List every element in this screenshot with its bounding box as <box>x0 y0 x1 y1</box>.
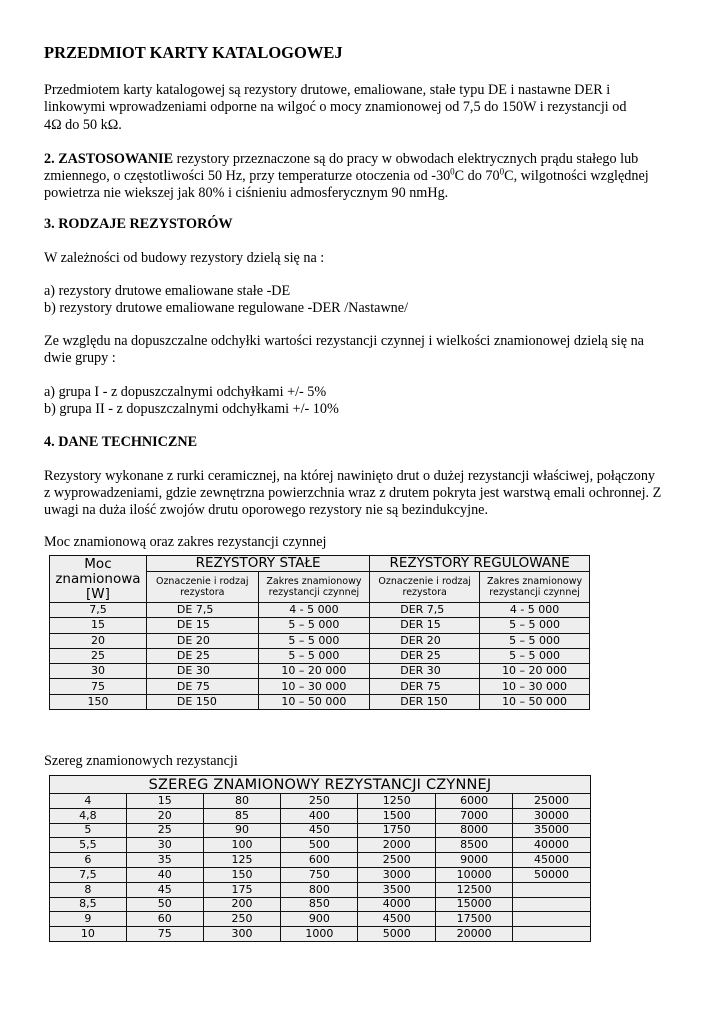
table-row <box>50 867 591 882</box>
power-range-table <box>49 555 590 710</box>
section-text: zmiennego, o częstotliwości 50 Hz, przy temperaturze otoczenia od -30 <box>44 168 451 184</box>
table-cell: 20 <box>50 633 147 648</box>
intro-line: linkowymi wprowadzeniami odporne na wilgoć o mocy znamionowej od 7,5 do 150W i rezystancji od <box>44 99 627 115</box>
table-cell: 8,5 <box>50 897 127 912</box>
table-row <box>50 897 591 912</box>
table-cell: 150 <box>203 867 281 882</box>
table-cell: 125 <box>203 853 281 868</box>
table-cell: 5 – 5 000 <box>480 648 590 663</box>
subheader-range: Zakres znamionowy rezystancji czynnej <box>480 572 590 603</box>
table-cell: 30 <box>50 664 147 679</box>
table-cell: 5 – 5 000 <box>480 618 590 633</box>
header-fixed-resistors: REZYSTORY STAŁE <box>146 556 369 572</box>
table-cell: DE 75 <box>146 679 258 694</box>
table-cell: 30 <box>126 838 203 853</box>
paragraph-line: dwie grupy : <box>44 350 116 366</box>
table-cell: 15 <box>126 794 203 809</box>
table-cell <box>513 882 591 897</box>
table-cell: 3000 <box>358 867 436 882</box>
table-caption: Moc znamionową oraz zakres rezystancji czynnej <box>44 534 327 550</box>
table-cell: 4 - 5 000 <box>480 603 590 618</box>
table-cell: 600 <box>281 853 358 868</box>
table-row <box>50 603 590 618</box>
table-row <box>50 618 590 633</box>
table-caption: Szereg znamionowych rezystancji <box>44 753 238 769</box>
table-cell: 80 <box>203 794 281 809</box>
paragraph <box>44 333 684 367</box>
table-cell: DER 20 <box>370 633 480 648</box>
intro-paragraph <box>44 82 684 134</box>
table-cell: 2500 <box>358 853 436 868</box>
table-cell: 75 <box>126 927 203 942</box>
table-cell: 90 <box>203 823 281 838</box>
table-row <box>50 927 591 942</box>
table-cell: 400 <box>281 808 358 823</box>
table-cell: 10 – 50 000 <box>480 694 590 709</box>
table-cell: 4500 <box>358 912 436 927</box>
list-item: b) grupa II - z dopuszczalnymi odchyłkami +/- 10% <box>44 401 339 417</box>
section-text: C, wilgotności względnej <box>504 168 649 184</box>
table-cell: 40 <box>126 867 203 882</box>
table-cell: 250 <box>203 912 281 927</box>
paragraph-line: uwagi na duża ilość zwojów drutu oporowego rezystory nie są bezindukcyjne. <box>44 502 489 518</box>
table-cell: 75 <box>50 679 147 694</box>
document-title: PRZEDMIOT KARTY KATALOGOWEJ <box>44 43 343 62</box>
superscript-zero: 0 <box>499 166 505 177</box>
header-adjustable-resistors: REZYSTORY REGULOWANE <box>370 556 590 572</box>
list <box>44 384 684 418</box>
paragraph-line: z wyprowadzeniami, gdzie zewnętrzna powierzchnia wraz z drutem pokryta jest warstwą emali ochronnej. Z <box>44 485 662 501</box>
table-cell: 45000 <box>513 853 591 868</box>
table-cell: 5 – 5 000 <box>258 618 370 633</box>
table-cell: 5,5 <box>50 838 127 853</box>
table-row <box>50 912 591 927</box>
table-cell: 3500 <box>358 882 436 897</box>
list <box>44 283 684 317</box>
table-cell: 10 – 30 000 <box>480 679 590 694</box>
table-row <box>50 823 591 838</box>
table-row <box>50 694 590 709</box>
table-cell: 30000 <box>513 808 591 823</box>
table-cell: 8 <box>50 882 127 897</box>
subheader-type: Oznaczenie i rodzaj rezystora <box>146 572 258 603</box>
table-row <box>50 853 591 868</box>
table-cell: 300 <box>203 927 281 942</box>
table-cell: 7,5 <box>50 867 127 882</box>
section-heading: 2. ZASTOSOWANIE <box>44 151 174 167</box>
resistance-series-table <box>49 775 591 942</box>
table-cell: 200 <box>203 897 281 912</box>
table-cell: 9 <box>50 912 127 927</box>
table-cell: DER 7,5 <box>370 603 480 618</box>
table-cell: 2000 <box>358 838 436 853</box>
table-cell: 50000 <box>513 867 591 882</box>
table-cell: DE 7,5 <box>146 603 258 618</box>
table-cell: 900 <box>281 912 358 927</box>
table-cell: 750 <box>281 867 358 882</box>
table-cell: 10 – 20 000 <box>480 664 590 679</box>
table-cell: DER 150 <box>370 694 480 709</box>
table-cell: DER 30 <box>370 664 480 679</box>
intro-line: Przedmiotem karty katalogowej są rezystory drutowe, emaliowane, stałe typu DE i nastawne DER i <box>44 82 611 98</box>
table-cell: 10000 <box>436 867 513 882</box>
table-cell: 17500 <box>436 912 513 927</box>
table-cell: 9000 <box>436 853 513 868</box>
table-cell: 100 <box>203 838 281 853</box>
table-cell: 25 <box>50 648 147 663</box>
table-row <box>50 838 591 853</box>
list-item: b) rezystory drutowe emaliowane regulowane -DER /Nastawne/ <box>44 300 409 316</box>
table-cell: 10 – 50 000 <box>258 694 370 709</box>
table-cell: 7000 <box>436 808 513 823</box>
table-row <box>50 664 590 679</box>
section-zastosowanie <box>44 151 684 202</box>
table-cell: 25000 <box>513 794 591 809</box>
table-cell: 10 – 30 000 <box>258 679 370 694</box>
table-cell: 20000 <box>436 927 513 942</box>
table-cell: 250 <box>281 794 358 809</box>
table-cell: DE 25 <box>146 648 258 663</box>
table-cell: 175 <box>203 882 281 897</box>
table-cell: 8500 <box>436 838 513 853</box>
table-cell: DE 30 <box>146 664 258 679</box>
table-cell: 7,5 <box>50 603 147 618</box>
section-heading: 3. RODZAJE REZYSTORÓW <box>44 216 233 232</box>
table-cell: 35 <box>126 853 203 868</box>
table-cell: 1250 <box>358 794 436 809</box>
section-text: C do 70 <box>454 168 500 184</box>
table-cell: 450 <box>281 823 358 838</box>
table-cell: 35000 <box>513 823 591 838</box>
section-text: powietrza nie wiekszej jak 80% i ciśnieniu admosferycznym 90 nmHg. <box>44 185 449 201</box>
table-cell: 6 <box>50 853 127 868</box>
subheader-type: Oznaczenie i rodzaj rezystora <box>370 572 480 603</box>
table-row <box>50 679 590 694</box>
header-moc: Moc znamionowa [W] <box>50 556 147 603</box>
table-row <box>50 882 591 897</box>
table-cell: DER 15 <box>370 618 480 633</box>
table-cell: 6000 <box>436 794 513 809</box>
table-cell: 5000 <box>358 927 436 942</box>
table-cell: 12500 <box>436 882 513 897</box>
table-row <box>50 794 591 809</box>
table-cell: 25 <box>126 823 203 838</box>
table-cell: 20 <box>126 808 203 823</box>
table-cell: 15 <box>50 618 147 633</box>
table-cell <box>513 912 591 927</box>
table-cell: 4 <box>50 794 127 809</box>
table-cell: 1500 <box>358 808 436 823</box>
table-cell: 1750 <box>358 823 436 838</box>
list-item: a) grupa I - z dopuszczalnymi odchyłkami +/- 5% <box>44 384 327 400</box>
table-cell: 500 <box>281 838 358 853</box>
table-cell: 4,8 <box>50 808 127 823</box>
table-cell: DER 25 <box>370 648 480 663</box>
paragraph-line: Ze względu na dopuszczalne odchyłki wartości rezystancji czynnej i wielkości znamionowej dzielą się na <box>44 333 644 349</box>
table-cell: 5 – 5 000 <box>480 633 590 648</box>
paragraph-line: Rezystory wykonane z rurki ceramicznej, na której nawinięto drut o dużej rezystancji właściwej, połączony <box>44 468 656 484</box>
table-cell: 5 – 5 000 <box>258 633 370 648</box>
table-row <box>50 808 591 823</box>
section-text: rezystory przeznaczone są do pracy w obwodach elektrycznych prądu stałego lub <box>173 151 639 167</box>
superscript-zero: 0 <box>450 166 455 177</box>
subheader-range: Zakres znamionowy rezystancji czynnej <box>258 572 370 603</box>
table-cell: 8000 <box>436 823 513 838</box>
table-cell: DE 15 <box>146 618 258 633</box>
table-row <box>50 648 590 663</box>
table-cell: 50 <box>126 897 203 912</box>
table-cell: 85 <box>203 808 281 823</box>
table-cell <box>513 927 591 942</box>
table-cell: 4000 <box>358 897 436 912</box>
table-cell: 10 – 20 000 <box>258 664 370 679</box>
list-item: a) rezystory drutowe emaliowane stałe -DE <box>44 283 291 299</box>
table-cell: 800 <box>281 882 358 897</box>
section-heading: 4. DANE TECHNICZNE <box>44 434 198 450</box>
table-cell: 10 <box>50 927 127 942</box>
table-cell: 5 – 5 000 <box>258 648 370 663</box>
paragraph: W zależności od budowy rezystory dzielą się na : <box>44 250 325 266</box>
table-row <box>50 633 590 648</box>
table-cell: DE 20 <box>146 633 258 648</box>
series-header: SZEREG ZNAMIONOWY REZYSTANCJI CZYNNEJ <box>50 776 591 794</box>
table-cell: 45 <box>126 882 203 897</box>
intro-line: 4Ω do 50 kΩ. <box>44 117 122 133</box>
paragraph <box>44 468 684 519</box>
table-cell: 1000 <box>281 927 358 942</box>
table-cell: DER 75 <box>370 679 480 694</box>
table-cell: 150 <box>50 694 147 709</box>
table-cell: DE 150 <box>146 694 258 709</box>
table-cell: 5 <box>50 823 127 838</box>
table-cell <box>513 897 591 912</box>
table-cell: 850 <box>281 897 358 912</box>
table-cell: 15000 <box>436 897 513 912</box>
table-cell: 60 <box>126 912 203 927</box>
table-cell: 4 - 5 000 <box>258 603 370 618</box>
table-cell: 40000 <box>513 838 591 853</box>
